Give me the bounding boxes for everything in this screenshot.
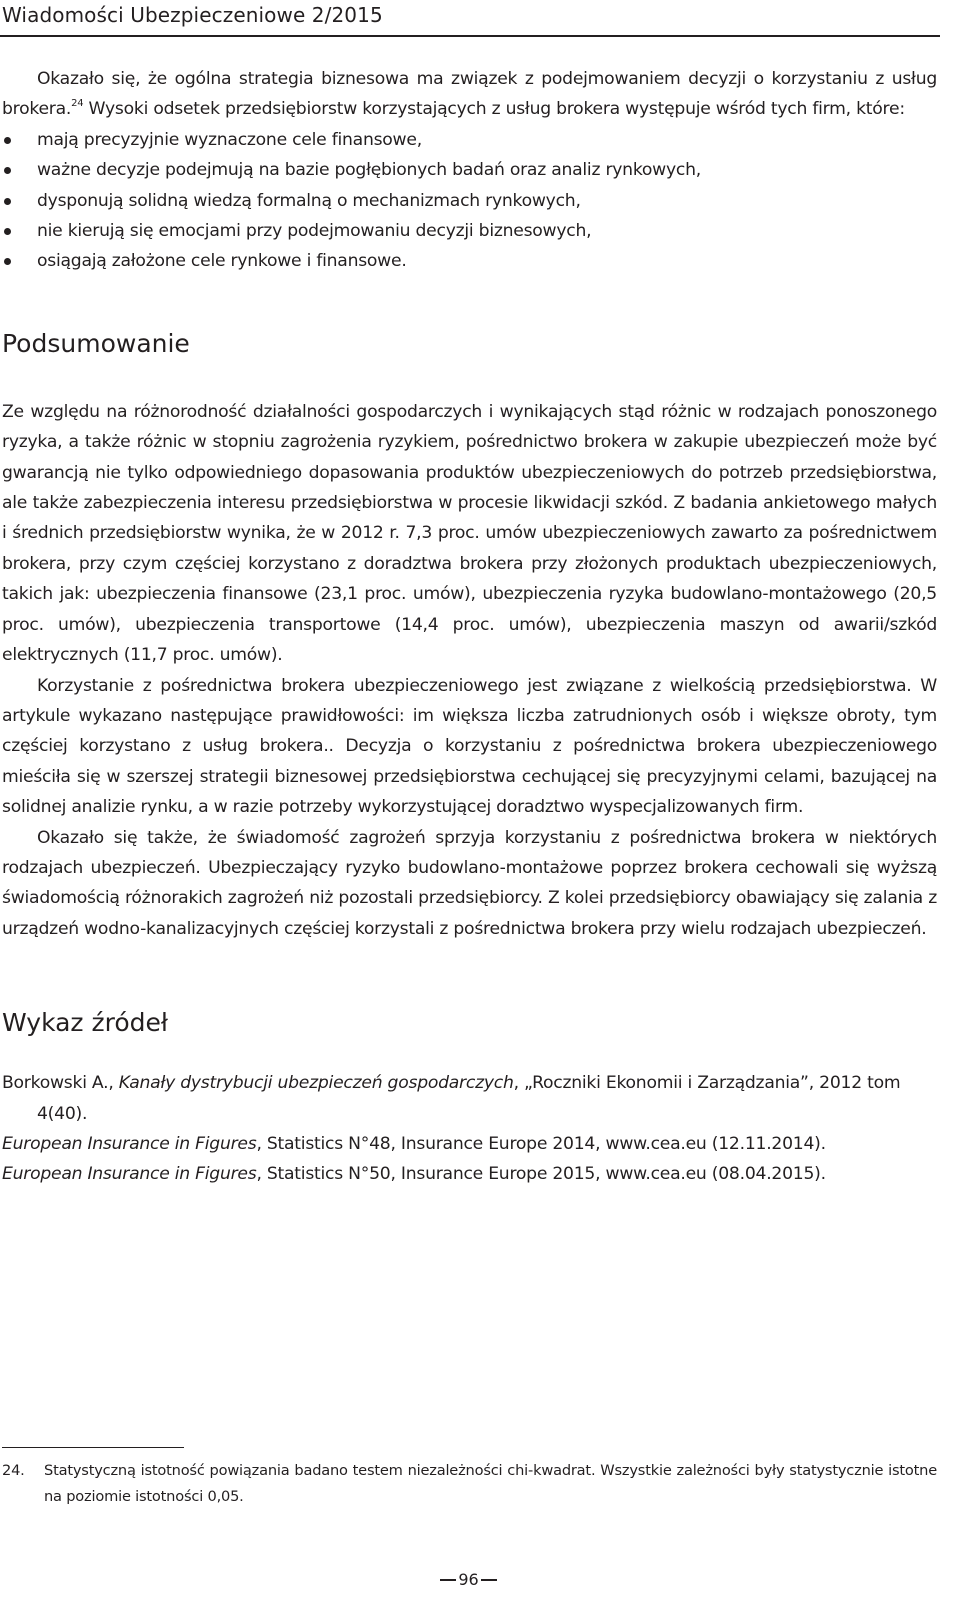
header-rule: [0, 35, 940, 37]
page-number-dash-right: [481, 1579, 497, 1581]
reference-item: European Insurance in Figures, Statistics N°48, Insurance Europe 2014, www.cea.eu (12.11.2014).: [2, 1133, 826, 1154]
summary-paragraph-2: Korzystanie z pośrednictwa brokera ubezpieczeniowego jest związane z wielkością przedsiębiorstwa. W artykule wykazano następujące prawidłowości: im większa liczba zatrudnionych osób i większe obroty, tym częściej korzystano z usług brokera.. Decyzja o korzystaniu z pośrednictwa brokera ubezpieczeniowego mieściła się w szerszej strategii biznesowej przedsiębiorstwa cechującej się precyzyjnymi celami, bazującej na solidnej analizie rynku, a w razie potrzeby wykorzystującej doradztwo wyspecjalizowanych firm.: [2, 675, 937, 818]
intro-paragraph: [2, 64, 937, 125]
reference-item: European Insurance in Figures, Statistics N°50, Insurance Europe 2015, www.cea.eu (08.04.2015).: [2, 1164, 826, 1185]
article-body: [2, 64, 937, 1190]
footnote-rule: [2, 1447, 184, 1448]
page-number-dash-left: [440, 1579, 456, 1581]
bullet-icon: [4, 167, 11, 174]
reference-item: Borkowski A., Kanały dystrybucji ubezpieczeń gospodarczych, „Roczniki Ekonomii i Zarządzania”, 2012 tom 4(40).: [2, 1073, 901, 1124]
summary-paragraph-3: Okazało się także, że świadomość zagrożeń sprzyja korzystaniu z pośrednictwa brokera w niektórych rodzajach ubezpieczeń. Ubezpieczający ryzyko budowlano-montażowe poprzez brokera cechowali się wyższą świadomością różnorakich zagrożeń niż pozostali przedsiębiorcy. Z kolei przedsiębiorcy obawiający się zalania z urządzeń wodno-kanalizacyjnych częściej korzystali z pośrednictwa brokera przy wielu rodzajach ubezpieczeń.: [2, 827, 937, 939]
list-item: ważne decyzje podejmują na bazie pogłębionych badań oraz analiz rynkowych,: [2, 155, 937, 185]
footnote-text: Statystyczną istotność powiązania badano testem niezależności chi-kwadrat. Wszystkie zależności były statystycznie istotne na poziomie istotności 0,05.: [44, 1462, 937, 1505]
list-item: osiągają założone cele rynkowe i finansowe.: [2, 246, 937, 276]
footnote-24: [2, 1458, 937, 1510]
bullet-icon: [4, 137, 11, 144]
list-item: nie kierują się emocjami przy podejmowaniu decyzji biznesowych,: [2, 216, 937, 246]
intro-text-2: Wysoki odsetek przedsiębiorstw korzystających z usług brokera występuje wśród tych firm, które:: [83, 99, 905, 120]
summary-paragraph-1: Ze względu na różnorodność działalności gospodarczych i wynikających stąd różnic w rodzajach ponoszonego ryzyka, a także różnic w stopniu zagrożenia ryzykiem, pośrednictwo brokera w zakupie ubezpieczeń może być gwarancją nie tylko odpowiedniego dopasowania produktów ubezpieczeniowych do potrzeb przedsiębiorstwa, ale także zabezpieczenia interesu przedsiębiorstwa w procesie likwidacji szkód. Z badania ankietowego małych i średnich przedsiębiorstw wynika, że w 2012 r. 7,3 proc. umów ubezpieczeniowych zawarto za pośrednictwem brokera, przy czym częściej korzystano z doradztwa brokera przy złożonych produktach ubezpieczeniowych, takich jak: ubezpieczenia finansowe (23,1 proc. umów), ubezpieczenia ryzyka budowlano-montażowego (20,5 proc. umów), ubezpieczenia transportowe (14,4 proc. umów), ubezpieczenia maszyn od awarii/szkód elektrycznych (11,7 proc. umów).: [2, 401, 937, 666]
bullet-icon: [4, 228, 11, 235]
sources-heading: Wykaz źródeł: [2, 1008, 169, 1038]
summary-heading: Podsumowanie: [2, 328, 190, 358]
list-item: dysponują solidną wiedzą formalną o mechanizmach rynkowych,: [2, 186, 937, 216]
running-header: [0, 0, 960, 40]
intro-text-1: Okazało się, że ogólna strategia biznesowa ma związek z podejmowaniem decyzji o korzystaniu z usług brokera.: [2, 69, 937, 120]
footnote-ref-24[interactable]: 24: [71, 98, 84, 110]
page-number: [440, 1568, 510, 1592]
journal-title: Wiadomości Ubezpieczeniowe 2/2015: [2, 3, 383, 27]
page-number-value: 96: [458, 1570, 479, 1589]
criteria-list: [2, 125, 937, 277]
bullet-icon: [4, 258, 11, 265]
bullet-icon: [4, 198, 11, 205]
footnote-number: 24.: [2, 1462, 25, 1479]
list-item: mają precyzyjnie wyznaczone cele finansowe,: [2, 125, 937, 155]
